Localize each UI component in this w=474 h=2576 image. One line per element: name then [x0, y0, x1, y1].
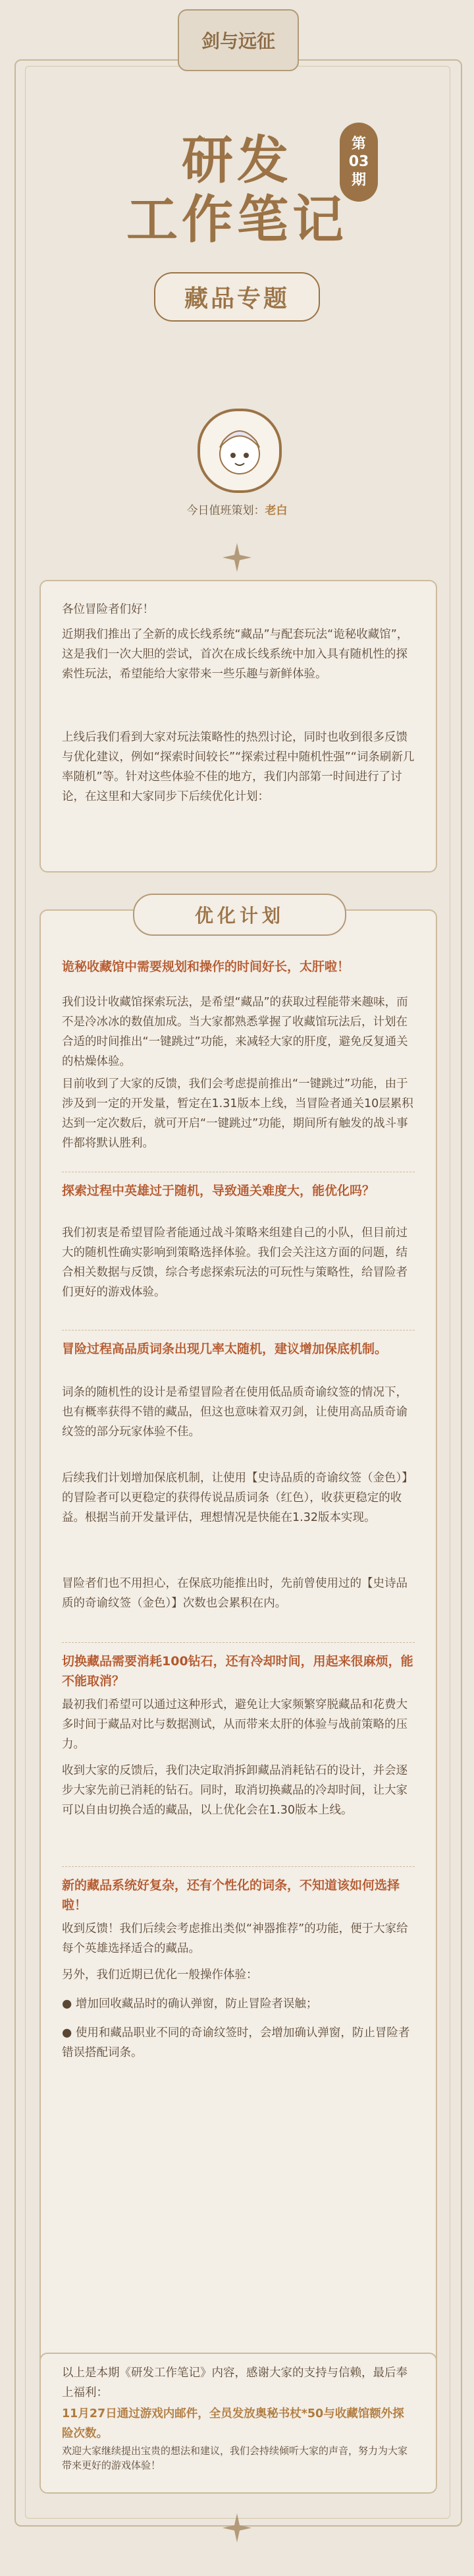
title-line-1: 研发 — [181, 131, 292, 190]
intro-paragraph-2: 上线后我们看到大家对玩法策略性的热烈讨论，同时也收到很多反馈与优化建议，例如“探索时间较长”“探索过程中随机性强”“词条刷新几率随机”等。针对这些体验不佳的地方，我们内部第一时间进行了讨论，在这里和大家同步下后续优化计划： — [62, 731, 415, 803]
answer-4: 最初我们希望可以通过这种形式，避免让大家频繁穿脱藏品和花费大多时间于藏品对比与数据测试，从而带来太肝的体验与战前策略的压力。 — [62, 1698, 408, 1751]
question-5: 新的藏品系统好复杂，还有个性化的词条，不知道该如何选择啦！ — [62, 1878, 400, 1912]
bullet-2: ● 使用和藏品职业不同的奇谕纹签时，会增加确认弹窗，防止冒险者错误搭配词条。 — [62, 2026, 410, 2059]
star-divider-icon — [221, 542, 253, 573]
title-block — [53, 132, 421, 322]
separator — [62, 1642, 415, 1643]
plan-title: 优化计划 — [133, 894, 346, 936]
intro-card — [40, 580, 437, 873]
issue-suffix: 期 — [351, 171, 366, 188]
separator — [62, 1330, 415, 1331]
question-4: 切换藏品需要消耗100钻石，还有冷却时间，用起来很麻烦，能不能取消？ — [62, 1654, 413, 1688]
author-line — [132, 501, 342, 517]
question-3: 冒险过程高品质词条出现几率太随机，建议增加保底机制。 — [62, 1342, 388, 1356]
answer-5: 收到反馈！我们后续会考虑推出类似“神器推荐”的功能，便于大家给每个英雄选择适合的藏品。 — [62, 1922, 408, 1955]
closing-paragraph-3: 欢迎大家继续提出宝贵的想法和建议，我们会持续倾听大家的声音，努力为大家带来更好的游戏体验！ — [62, 2445, 408, 2471]
separator — [62, 1866, 415, 1867]
issue-prefix: 第 — [351, 135, 366, 152]
answer-1: 我们设计收藏馆探索玩法，是希望“藏品”的获取过程能带来趣味，而不是冷冰冰的数值加成。当大家都熟悉掌握了收藏馆玩法后，计划在合适的时间推出“一键跳过”功能，来减轻大家的肝度，避免反复通关的枯燥体验。 — [62, 996, 408, 1068]
plan-card — [40, 905, 437, 2368]
title-line-2: 工作笔记 — [126, 190, 348, 250]
answer-3: 词条的随机性的设计是希望冒险者在使用低品质奇谕纹签的情况下，也有概率获得不错的藏品，但这也意味着双刃剑，让使用高品质奇谕纹签的部分玩家体验不佳。 — [62, 1386, 408, 1439]
author-name: 老白 — [265, 504, 288, 517]
question-2: 探索过程中英雄过于随机，导致通关难度大，能优化吗？ — [62, 1184, 375, 1198]
greeting: 各位冒险者们好！ — [62, 603, 154, 616]
closing-reward: 11月27日通过游戏内邮件，全员发放奥秘书杖*50与收藏馆额外探险次数。 — [62, 2407, 404, 2440]
footer-star-icon — [221, 2512, 253, 2544]
intro-paragraph-1: 近期我们推出了全新的成长线系统“藏品”与配套玩法“诡秘收藏馆”，这是我们一次大胆的尝试，首次在成长线系统中加入具有随机性的探索性玩法，希望能给大家带来一些乐趣与新鲜体验。 — [62, 628, 409, 681]
question-1: 诡秘收藏馆中需要规划和操作的时间好长，太肝啦！ — [62, 959, 350, 974]
closing-paragraph-1: 以上是本期《研发工作笔记》内容，感谢大家的支持与信赖，最后奉上福利： — [62, 2366, 408, 2399]
answer-1b: 目前收到了大家的反馈，我们会考虑提前推出“一键跳过”功能，由于涉及到一定的开发量，暂定在1.31版本上线，当冒险者通关10层累积达到一定次数后，就可开启“一键跳过”功能，期间所有触发的战斗事件都将默认胜利。 — [62, 1077, 413, 1150]
issue-badge — [340, 123, 378, 202]
answer-5b: 另外，我们近期已优化一般操作体验： — [62, 1968, 258, 1982]
avatar — [198, 409, 282, 493]
subtitle: 藏品专题 — [154, 272, 320, 322]
issue-number: 03 — [348, 154, 369, 171]
bullet-1: ● 增加回收藏品时的确认弹窗，防止冒险者误触； — [62, 1997, 318, 2011]
answer-2: 我们初衷是希望冒险者能通过战斗策略来组建自己的小队，但目前过大的随机性确实影响到策略选择体验。我们会关注这方面的问题，结合相关数据与反馈，综合考虑探索玩法的可玩性与策略性，给冒险者们更好的游戏体验。 — [62, 1226, 408, 1299]
avatar-character-icon — [210, 421, 269, 480]
author-label: 今日值班策划： — [186, 504, 265, 517]
game-logo — [178, 9, 299, 71]
answer-4b: 收到大家的反馈后，我们决定取消拆卸藏品消耗钻石的设计，并会逐步大家先前已消耗的钻石。同时，取消切换藏品的冷却时间，让大家可以自由切换合适的藏品，以上优化会在1.30版本上线。 — [62, 1764, 408, 1817]
logo-text: 剑与远征 — [201, 30, 275, 52]
answer-3b: 后续我们计划增加保底机制，让使用【史诗品质的奇谕纹签（金色）】的冒险者可以更稳定的获得传说品质词条（红色），收获更稳定的收益。根据当前开发量评估，理想情况是快能在1.32版本实现。 — [62, 1472, 413, 1524]
answer-3c: 冒险者们也不用担心，在保底功能推出时，先前曾使用过的【史诗品质的奇谕纹签（金色）】次数也会累积在内。 — [62, 1577, 408, 1610]
closing-card — [40, 2353, 437, 2494]
